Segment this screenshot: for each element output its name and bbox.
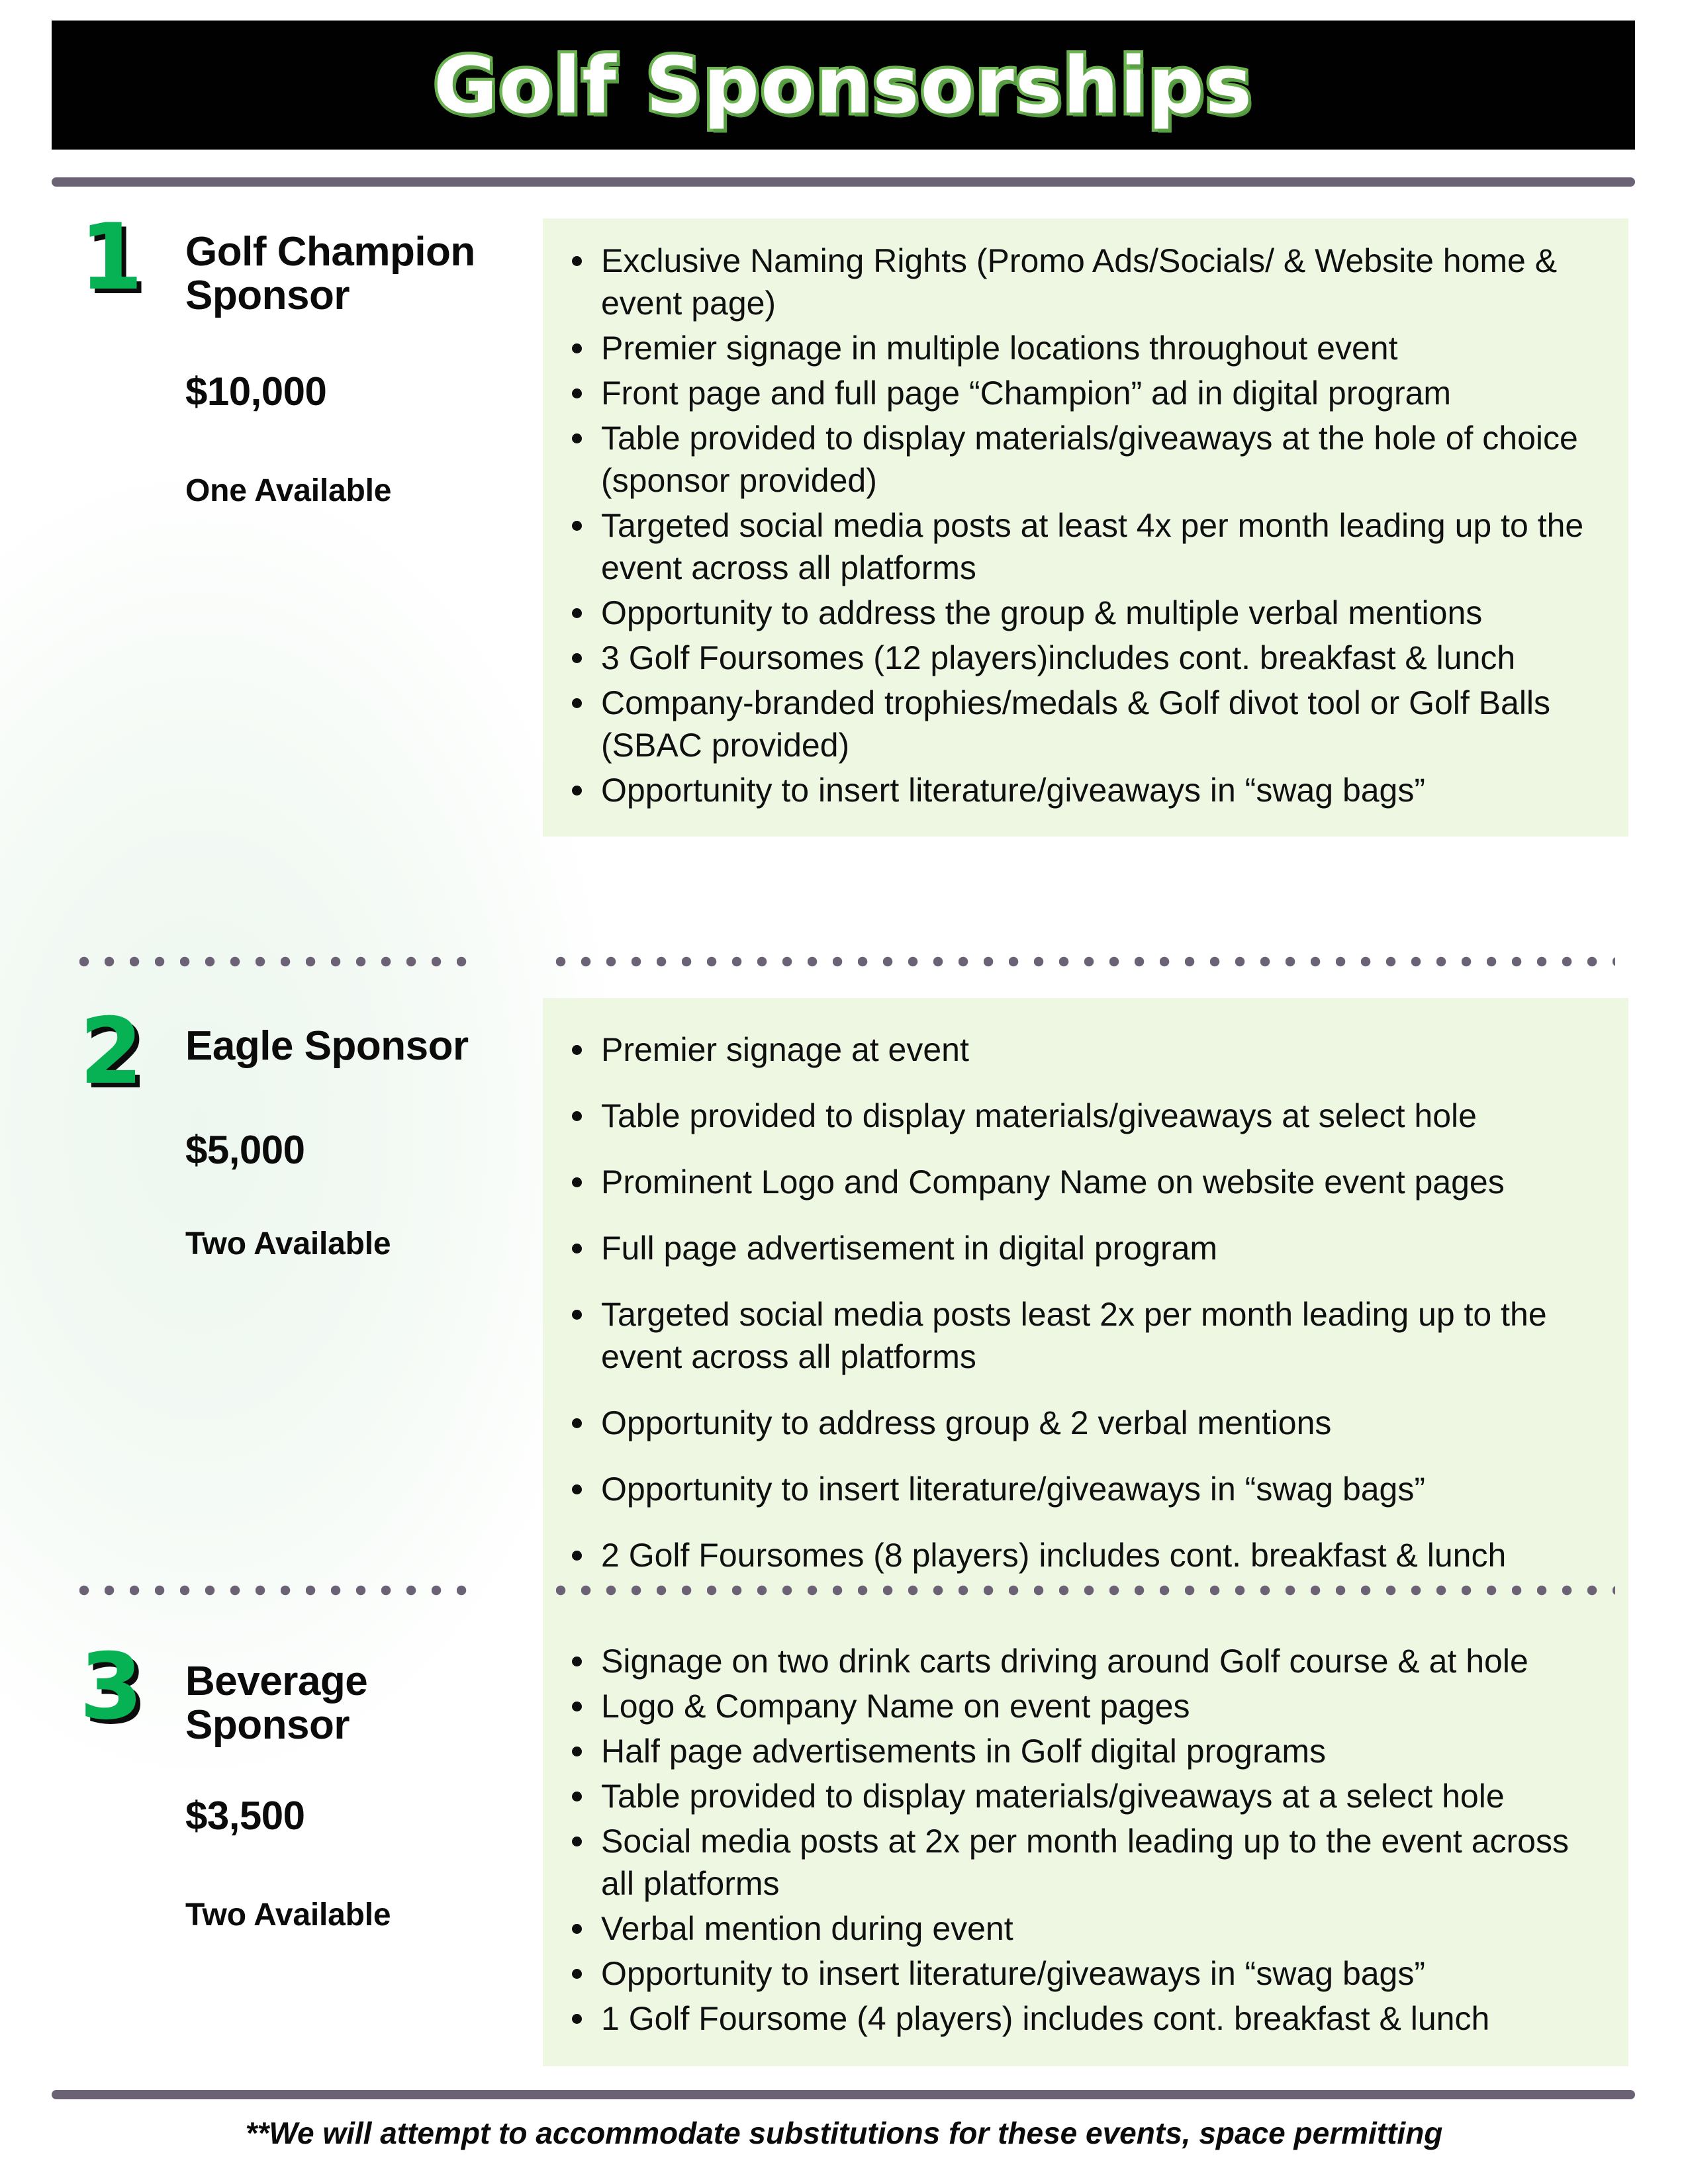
tier-availability-1: One Available bbox=[185, 473, 392, 509]
tier-1-benefits-panel bbox=[543, 218, 1628, 837]
benefit-item: Opportunity to insert literature/giveaways in “swag bags” bbox=[543, 1468, 1605, 1510]
benefit-item: Premier signage in multiple locations throughout event bbox=[543, 327, 1605, 369]
benefit-item: Exclusive Naming Rights (Promo Ads/Socials/ & Website home & event page) bbox=[543, 240, 1605, 324]
separator-dots-left-1 bbox=[79, 956, 477, 968]
benefit-item: Full page advertisement in digital program bbox=[543, 1227, 1605, 1269]
benefit-item: Targeted social media posts at least 4x per month leading up to the event across all platforms bbox=[543, 504, 1605, 589]
benefit-item: Prominent Logo and Company Name on website event pages bbox=[543, 1161, 1605, 1203]
tier-number-1: 1 bbox=[79, 204, 144, 310]
tier-availability-2: Two Available bbox=[185, 1226, 391, 1261]
tier-2-heading bbox=[79, 998, 536, 1105]
tier-name-3: Beverage Sponsor bbox=[185, 1659, 368, 1748]
tier-1-heading bbox=[79, 204, 536, 318]
tier-price-3: $3,500 bbox=[185, 1794, 305, 1839]
page-title: Golf Sponsorships bbox=[433, 39, 1254, 131]
tier-number-2: 2 bbox=[79, 998, 144, 1105]
benefit-item: Opportunity to insert literature/giveaways in “swag bags” bbox=[543, 769, 1605, 811]
bottom-divider-rule bbox=[52, 2090, 1635, 2099]
tier-price-1: $10,000 bbox=[185, 369, 327, 414]
tier-2-benefits-list bbox=[543, 1028, 1605, 1576]
tier-3-benefits-panel bbox=[543, 1617, 1628, 2066]
tier-3-benefits-list bbox=[543, 1640, 1605, 2040]
benefit-item: Table provided to display materials/giveaways at a select hole bbox=[543, 1775, 1605, 1817]
benefit-item: Table provided to display materials/giveaways at the hole of choice (sponsor provided) bbox=[543, 417, 1605, 502]
tier-2-benefits-panel bbox=[543, 998, 1628, 1627]
benefit-item: Company-branded trophies/medals & Golf divot tool or Golf Balls (SBAC provided) bbox=[543, 682, 1605, 766]
tier-number-3: 3 bbox=[79, 1633, 144, 1740]
benefit-item: Verbal mention during event bbox=[543, 1907, 1605, 1950]
benefit-item: Social media posts at 2x per month leading up to the event across all platforms bbox=[543, 1820, 1605, 1905]
tier-1-summary bbox=[79, 204, 536, 509]
tier-availability-3: Two Available bbox=[185, 1897, 391, 1933]
benefit-item: 3 Golf Foursomes (12 players)includes cont. breakfast & lunch bbox=[543, 637, 1605, 679]
separator-dots-left-2 bbox=[79, 1584, 477, 1596]
top-divider-rule bbox=[52, 177, 1635, 187]
tier-2-summary bbox=[79, 998, 536, 1262]
tier-1-benefits-list bbox=[543, 240, 1605, 811]
tier-3-summary bbox=[79, 1633, 536, 1933]
benefit-item: Logo & Company Name on event pages bbox=[543, 1685, 1605, 1727]
tier-3-heading bbox=[79, 1633, 536, 1748]
benefit-item: Opportunity to address the group & multiple verbal mentions bbox=[543, 592, 1605, 634]
footer-disclaimer: **We will attempt to accommodate substitutions for these events, space permitting bbox=[245, 2116, 1443, 2150]
benefit-item: Opportunity to address group & 2 verbal mentions bbox=[543, 1402, 1605, 1444]
benefit-item: Signage on two drink carts driving around Golf course & at hole bbox=[543, 1640, 1605, 1682]
tier-name-1: Golf Champion Sponsor bbox=[185, 229, 475, 318]
benefit-item: 2 Golf Foursomes (8 players) includes cont. breakfast & lunch bbox=[543, 1534, 1605, 1576]
benefit-item: Table provided to display materials/giveaways at select hole bbox=[543, 1095, 1605, 1137]
tier-price-2: $5,000 bbox=[185, 1127, 305, 1172]
benefit-item: 1 Golf Foursome (4 players) includes cont. breakfast & lunch bbox=[543, 1997, 1605, 2040]
benefit-item: Front page and full page “Champion” ad in digital program bbox=[543, 372, 1605, 414]
header-banner bbox=[52, 21, 1635, 150]
benefit-item: Opportunity to insert literature/giveaways in “swag bags” bbox=[543, 1952, 1605, 1995]
separator-dots-right-1 bbox=[556, 956, 1615, 968]
tier-name-2: Eagle Sponsor bbox=[185, 1023, 469, 1069]
benefit-item: Premier signage at event bbox=[543, 1028, 1605, 1071]
separator-dots-right-2 bbox=[556, 1584, 1615, 1596]
benefit-item: Targeted social media posts least 2x per month leading up to the event across all platforms bbox=[543, 1293, 1605, 1378]
benefit-item: Half page advertisements in Golf digital programs bbox=[543, 1730, 1605, 1772]
